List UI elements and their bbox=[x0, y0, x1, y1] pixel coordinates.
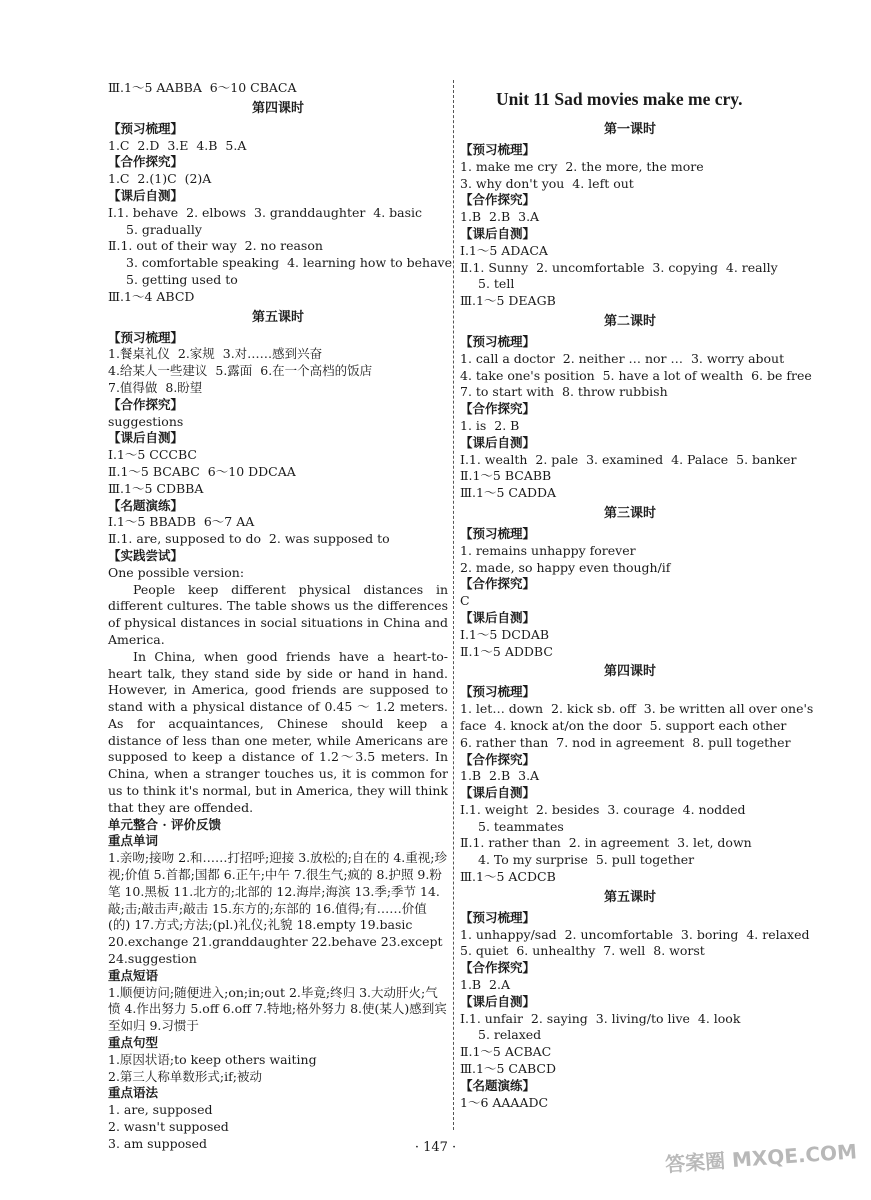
section-heading: 【预习梳理】 bbox=[108, 120, 184, 136]
section-heading: 【课后自测】 bbox=[108, 430, 184, 446]
answer-line: 1. are, supposed bbox=[108, 1102, 213, 1118]
answer-line: 4.给某人一些建议 5.露面 6.在一个高档的饭店 bbox=[108, 363, 373, 379]
review-title: 单元整合 · 评价反馈 bbox=[108, 816, 222, 832]
answer-line: Ⅲ.1～5 CDBBA bbox=[108, 480, 204, 496]
answer-line: Ⅲ.1～5 CADDA bbox=[460, 485, 557, 501]
answer-line: Ⅰ.1～5 BBADB 6～7 AA bbox=[108, 514, 255, 530]
review-heading: 重点单词 bbox=[108, 833, 159, 849]
answer-line: Ⅱ.1. rather than 2. in agreement 3. let, down bbox=[460, 835, 752, 851]
answer-line: Ⅱ.1～5 ADDBC bbox=[460, 643, 553, 659]
section-heading: 【课后自测】 bbox=[460, 434, 536, 450]
section-heading: 【合作探究】 bbox=[460, 192, 536, 208]
section-heading: 【课后自测】 bbox=[460, 609, 536, 625]
answer-line: 3. comfortable speaking 4. learning how to behave bbox=[126, 255, 453, 271]
section-heading: 【预习梳理】 bbox=[460, 909, 536, 925]
answer-line: 2. made, so happy even though/if bbox=[460, 559, 671, 575]
answer-line: 5. teammates bbox=[478, 818, 564, 834]
answer-line: 1. unhappy/sad 2. uncomfortable 3. boring 4. relaxed bbox=[460, 926, 810, 942]
review-heading: 重点语法 bbox=[108, 1085, 159, 1101]
answer-line: 7. to start with 8. throw rubbish bbox=[460, 384, 668, 400]
answer-line: 1. let… down 2. kick sb. off 3. be written all over one's bbox=[460, 701, 814, 717]
review-heading: 重点短语 bbox=[108, 967, 159, 983]
essay-paragraph: In China, when good friends have a heart-to-heart talk, they stand side by side or hand in hand. However, in America, good friends are supposed to stand with a physical distance of 0.45 ～ 1.2 meters. As for acquaintances, Chinese should keep a distance of less than one meter, while Americans are supposed to keep a distance of 1.2～3.5 meters. In China, when a stranger touches us, it is common for us to think it's normal, but in America, they will think that they are offended. bbox=[108, 648, 448, 815]
section-heading: 【课后自测】 bbox=[460, 785, 536, 801]
answer-line: 1. is 2. B bbox=[460, 417, 520, 433]
section-title: 第二课时 bbox=[603, 313, 656, 329]
answer-line: 2. wasn't supposed bbox=[108, 1119, 229, 1135]
answer-line: 5. gradually bbox=[126, 221, 202, 237]
section-title: 第四课时 bbox=[603, 664, 656, 680]
page-number: · 147 · bbox=[414, 1140, 457, 1155]
answer-line: 1. call a doctor 2. neither … nor … 3. worry about bbox=[460, 350, 785, 366]
key-words-list: 1.亲吻;接吻 2.和……打招呼;迎接 3.放松的;自在的 4.重视;珍视;价值 5.首都;国都 6.正午;中午 7.很生气;疯的 8.护照 9.粉笔 10.黑板 11.北方的;北部的 12.海岸;海滨 13.季;季节 14.敲;击;敲击声;敲击 15.东方的;东部的 16.值得;有……价值(的) 17.方式;方法;(pl.)礼仪;礼貌 18.empty 19.basic 20.exchange 21.granddaughter 22.behave 23.except 24.suggestion bbox=[108, 850, 447, 967]
answer-line: Ⅲ.1～5 ACDCB bbox=[460, 869, 556, 885]
answer-line: Ⅰ.1. behave 2. elbows 3. granddaughter 4. basic bbox=[108, 204, 423, 220]
answer-line: Ⅱ.1. Sunny 2. uncomfortable 3. copying 4. really bbox=[460, 259, 778, 275]
answer-line: 5. getting used to bbox=[126, 271, 238, 287]
answer-line: 6. rather than 7. nod in agreement 8. pull together bbox=[460, 734, 791, 750]
key-phrases-list: 1.顺便访问;随便进入;on;in;out 2.毕竟;终归 3.大动肝火;气愤 4.作出努力 5.off 6.off 7.特地;格外努力 8.使(某人)感到宾至如归 9.习惯于 bbox=[108, 984, 447, 1034]
answer-line: One possible version: bbox=[108, 564, 245, 580]
answer-line: 3. why don't you 4. left out bbox=[460, 175, 634, 191]
answer-line: 1～6 AAAADC bbox=[460, 1094, 549, 1110]
answer-line: Ⅰ.1. weight 2. besides 3. courage 4. nodded bbox=[460, 801, 746, 817]
section-title: 第三课时 bbox=[603, 505, 656, 521]
section-heading: 【实践尝试】 bbox=[108, 547, 184, 563]
section-heading: 【预习梳理】 bbox=[108, 329, 184, 345]
section-heading: 【名题演练】 bbox=[108, 497, 184, 513]
answer-line: face 4. knock at/on the door 5. support each other bbox=[460, 717, 787, 733]
answer-line: 2.第三人称单数形式;if;被动 bbox=[108, 1068, 262, 1084]
unit-title: Unit 11 Sad movies make me cry. bbox=[496, 89, 743, 109]
section-heading: 【预习梳理】 bbox=[460, 333, 536, 349]
watermark-logo: 答案圈 MXQE.COM bbox=[664, 1139, 858, 1177]
section-heading: 【合作探究】 bbox=[460, 576, 536, 592]
answer-line: 1.C 2.(1)C (2)A bbox=[108, 171, 212, 187]
answer-line: Ⅱ.1～5 BCABC 6～10 DDCAA bbox=[108, 463, 296, 479]
answer-line: Ⅲ.1～5 CABCD bbox=[460, 1061, 557, 1077]
section-heading: 【名题演练】 bbox=[460, 1077, 536, 1093]
section-heading: 【合作探究】 bbox=[460, 960, 536, 976]
answer-line: 7.值得做 8.盼望 bbox=[108, 379, 203, 395]
answer-line: 5. quiet 6. unhealthy 7. well 8. worst bbox=[460, 943, 705, 959]
answer-line: Ⅱ.1～5 BCABB bbox=[460, 468, 552, 484]
answer-line: Ⅰ.1～5 ADACA bbox=[460, 242, 548, 258]
section-heading: 【预习梳理】 bbox=[460, 142, 536, 157]
essay-paragraph: People keep different physical distances in different cultures. The table shows us the differences of physical distances in social situations in China and America. bbox=[108, 581, 448, 647]
answer-line: 4. take one's position 5. have a lot of wealth 6. be free bbox=[460, 367, 812, 383]
section-title: 第五课时 bbox=[251, 309, 304, 325]
section-heading: 【课后自测】 bbox=[460, 993, 536, 1009]
answer-line: Ⅱ.1. are, supposed to do 2. was supposed to bbox=[108, 531, 390, 547]
section-heading: 【预习梳理】 bbox=[460, 525, 536, 541]
answer-line: 1.B 2.B 3.A bbox=[460, 209, 540, 225]
answer-line: 5. tell bbox=[478, 276, 515, 292]
review-heading: 重点句型 bbox=[108, 1035, 159, 1051]
answer-line: 1. make me cry 2. the more, the more bbox=[460, 158, 704, 174]
answer-line: 1.B 2.A bbox=[460, 977, 511, 993]
section-heading: 【课后自测】 bbox=[460, 225, 536, 241]
answer-line: 3. am supposed bbox=[108, 1135, 207, 1151]
answer-line: 1.C 2.D 3.E 4.B 5.A bbox=[108, 137, 247, 153]
answer-line: Ⅲ.1～5 DEAGB bbox=[460, 293, 556, 309]
section-heading: 【课后自测】 bbox=[108, 187, 184, 203]
section-heading: 【合作探究】 bbox=[108, 154, 184, 170]
answer-line: Ⅲ.1～5 AABBA 6～10 CBACA bbox=[108, 80, 297, 95]
section-heading: 【合作探究】 bbox=[460, 751, 536, 767]
answer-line: Ⅰ.1～5 DCDAB bbox=[460, 626, 550, 642]
answer-line: Ⅰ.1. wealth 2. pale 3. examined 4. Palace 5. banker bbox=[460, 451, 797, 467]
right-column bbox=[460, 80, 814, 1111]
section-title: 第五课时 bbox=[603, 889, 656, 905]
answer-line: Ⅲ.1～4 ABCD bbox=[108, 288, 195, 304]
answer-line: 1. remains unhappy forever bbox=[460, 542, 636, 558]
section-title: 第四课时 bbox=[251, 100, 304, 116]
section-heading: 【预习梳理】 bbox=[460, 684, 536, 700]
answer-line: 1.B 2.B 3.A bbox=[460, 768, 540, 784]
left-column bbox=[108, 80, 453, 1153]
answer-line: 4. To my surprise 5. pull together bbox=[478, 852, 695, 868]
section-heading: 【合作探究】 bbox=[108, 396, 184, 412]
answer-line: Ⅰ.1. unfair 2. saying 3. living/to live 4. look bbox=[460, 1010, 741, 1026]
section-heading: 【合作探究】 bbox=[460, 401, 536, 417]
answer-line: Ⅱ.1. out of their way 2. no reason bbox=[108, 238, 323, 254]
answer-line: 5. relaxed bbox=[478, 1027, 542, 1043]
answer-line: 1.原因状语;to keep others waiting bbox=[108, 1051, 317, 1067]
answer-line: Ⅰ.1～5 CCCBC bbox=[108, 447, 197, 463]
answer-line: 1.餐桌礼仪 2.家规 3.对……感到兴奋 bbox=[108, 346, 323, 362]
section-title: 第一课时 bbox=[603, 122, 656, 137]
answer-line: C bbox=[460, 593, 470, 609]
answer-line: suggestions bbox=[108, 413, 184, 429]
column-divider bbox=[453, 80, 454, 1130]
answer-line: Ⅱ.1～5 ACBAC bbox=[460, 1044, 552, 1060]
